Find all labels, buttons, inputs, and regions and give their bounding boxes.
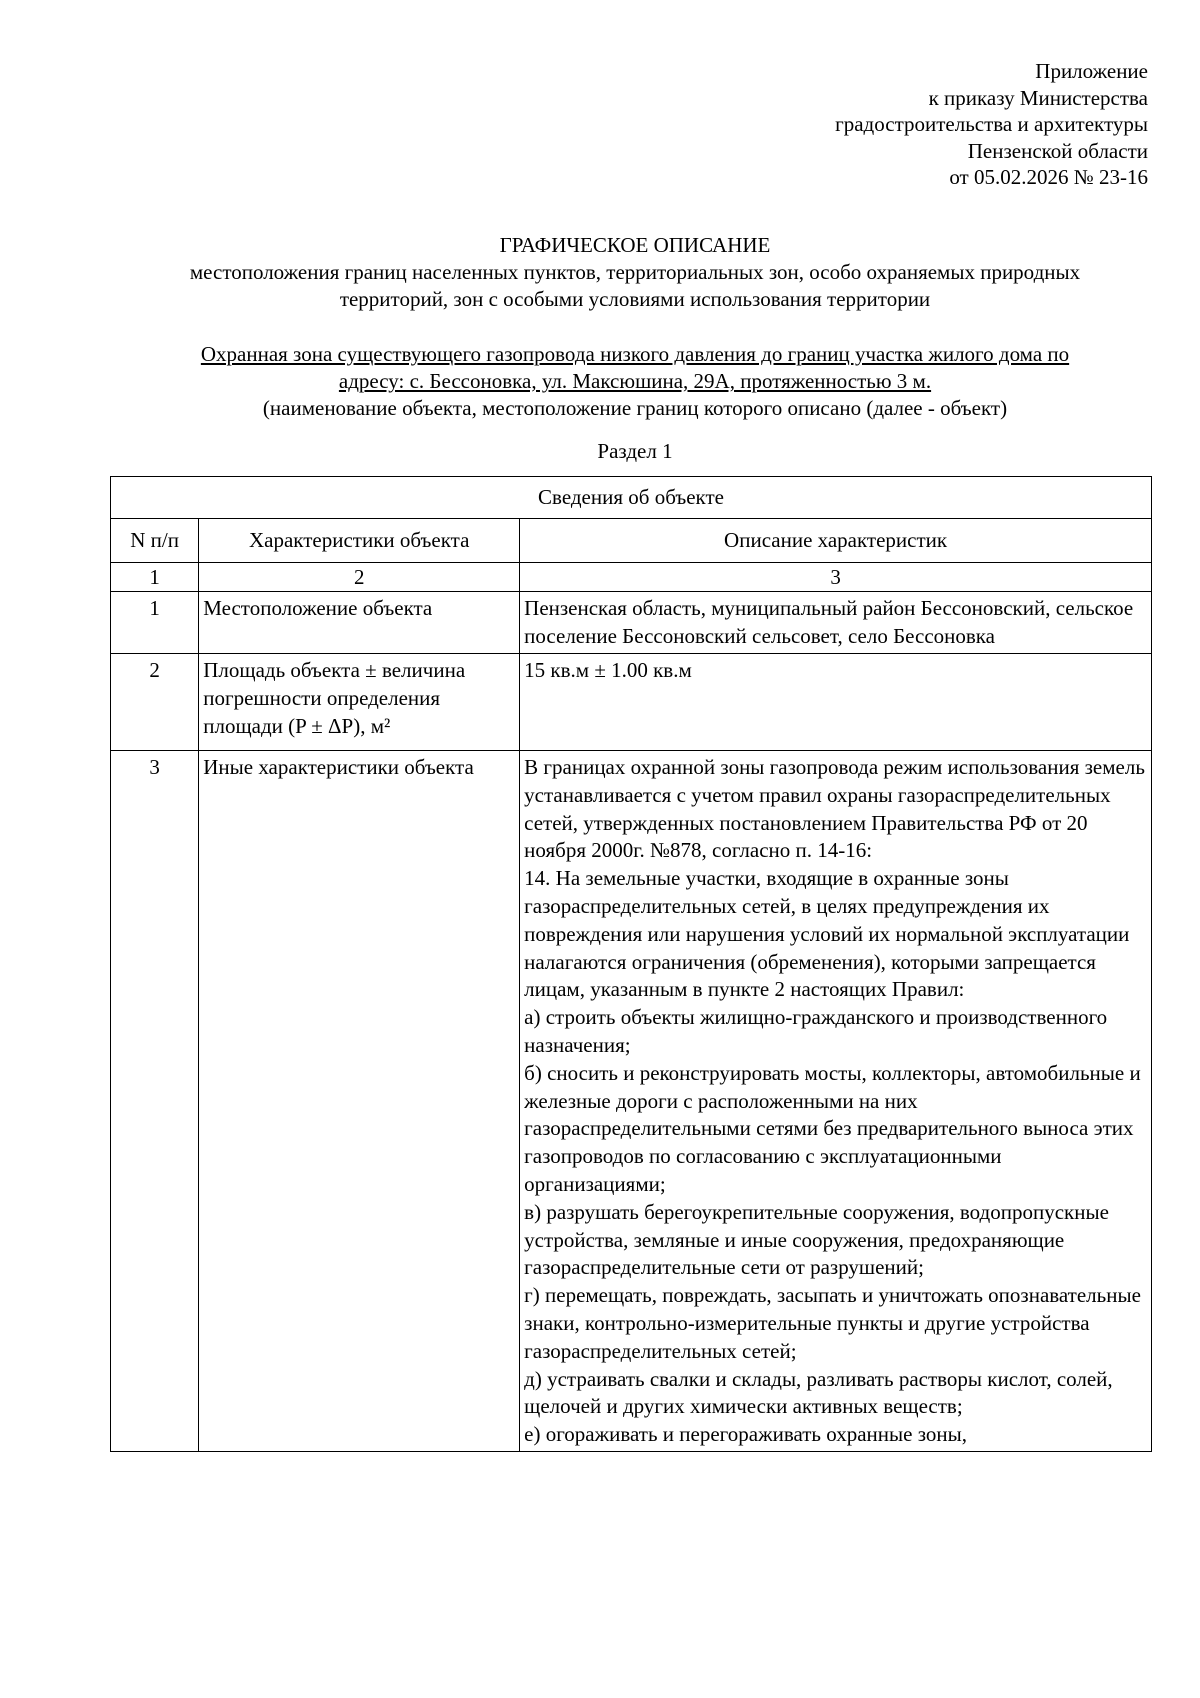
appendix-line: градостроительства и архитектуры [835,112,1148,136]
description-paragraph: в) разрушать берегоукрепительные сооружения, водопропускные устройства, земляные и иные сооружения, предохраняющие газораспределительные сети от разрушений; [524,1199,1109,1280]
appendix-order-date: от 05.02.2026 № 23-16 [949,165,1148,189]
appendix-block [835,58,1148,191]
section-label: Раздел 1 [597,439,673,463]
column-number-row [111,562,1152,592]
description-paragraph: е) огораживать и перегораживать охранные зоны, [524,1422,967,1447]
row-num: 2 [111,653,199,750]
document-subtitle: местоположения границ населенных пунктов, территориальных зон, особо охраняемых природных [189,260,1081,284]
title-block [110,232,1160,313]
description-paragraph: В границах охранной зоны газопровода режим использования земель устанавливается с учетом правил охраны газораспределительных сетей, утвержденных постановлением Правительства РФ от 20 ноября 2000г. №878, согласно п. 14-16: [524,754,1145,863]
table-caption-row [111,477,1152,519]
column-number: 2 [199,562,520,592]
description-paragraph: а) строить объекты жилищно-гражданского и производственного назначения; [524,1005,1108,1057]
table-header-row [111,518,1152,562]
description-paragraph: 14. На земельные участки, входящие в охранные зоны газораспределительных сетей, в целях предупреждения их повреждения или нарушения условий их нормальной эксплуатации налагаются ограничения (обременения), которыми запрещается лицам, указанным в пункте 2 настоящих Правил: [524,866,1130,1002]
table-row [111,750,1152,1451]
object-caption: (наименование объекта, местоположение границ которого описано (далее - объект) [262,396,1008,420]
table-row [111,592,1152,654]
table-row [111,653,1152,750]
description-paragraph: б) сносить и реконструировать мосты, коллекторы, автомобильные и железные дороги с расположенными на них газораспределительными сетями без предварительного выноса этих газопроводов по согласованию с эксплуатационными организациями; [524,1060,1141,1196]
row-characteristic: Местоположение объекта [199,592,520,654]
document-heading: ГРАФИЧЕСКОЕ ОПИСАНИЕ [499,233,771,257]
header-num: N п/п [111,518,199,562]
row-characteristic: Иные характеристики объекта [199,750,520,1451]
table-caption: Сведения об объекте [111,477,1152,519]
row-num: 3 [111,750,199,1451]
header-characteristic: Характеристики объекта [199,518,520,562]
header-description: Описание характеристик [520,518,1152,562]
appendix-line: к приказу Министерства [928,85,1148,110]
row-num: 1 [111,592,199,654]
object-name: адресу: с. Бессоновка, ул. Максюшина, 29А, протяженностью 3 м. [338,369,932,393]
column-number: 1 [111,562,199,592]
document-subtitle: территорий, зон с особыми условиями использования территории [339,287,931,311]
description-paragraph: г) перемещать, повреждать, засыпать и уничтожать опознавательные знаки, контрольно-измерительные пункты и другие устройства газораспределительных сетей; [524,1283,1141,1363]
appendix-line: Пензенской области [967,138,1148,163]
object-block [110,341,1160,422]
object-name: Охранная зона существующего газопровода низкого давления до границ участка жилого дома по [200,342,1070,366]
column-number: 3 [520,562,1152,592]
object-info-table [110,476,1152,1452]
appendix-line: Приложение [1035,59,1148,83]
row-characteristic: Площадь объекта ± величина погрешности определения площади (P ± ΔP), м² [199,653,520,750]
row-description: 15 кв.м ± 1.00 кв.м [520,653,1152,750]
row-description: Пензенская область, муниципальный район Бессоновский, сельское поселение Бессоновский сельсовет, село Бессоновка [520,592,1152,654]
row-description-multiline [520,750,1152,1451]
description-paragraph: д) устраивать свалки и склады, разливать растворы кислот, солей, щелочей и других химически активных веществ; [524,1366,1113,1419]
